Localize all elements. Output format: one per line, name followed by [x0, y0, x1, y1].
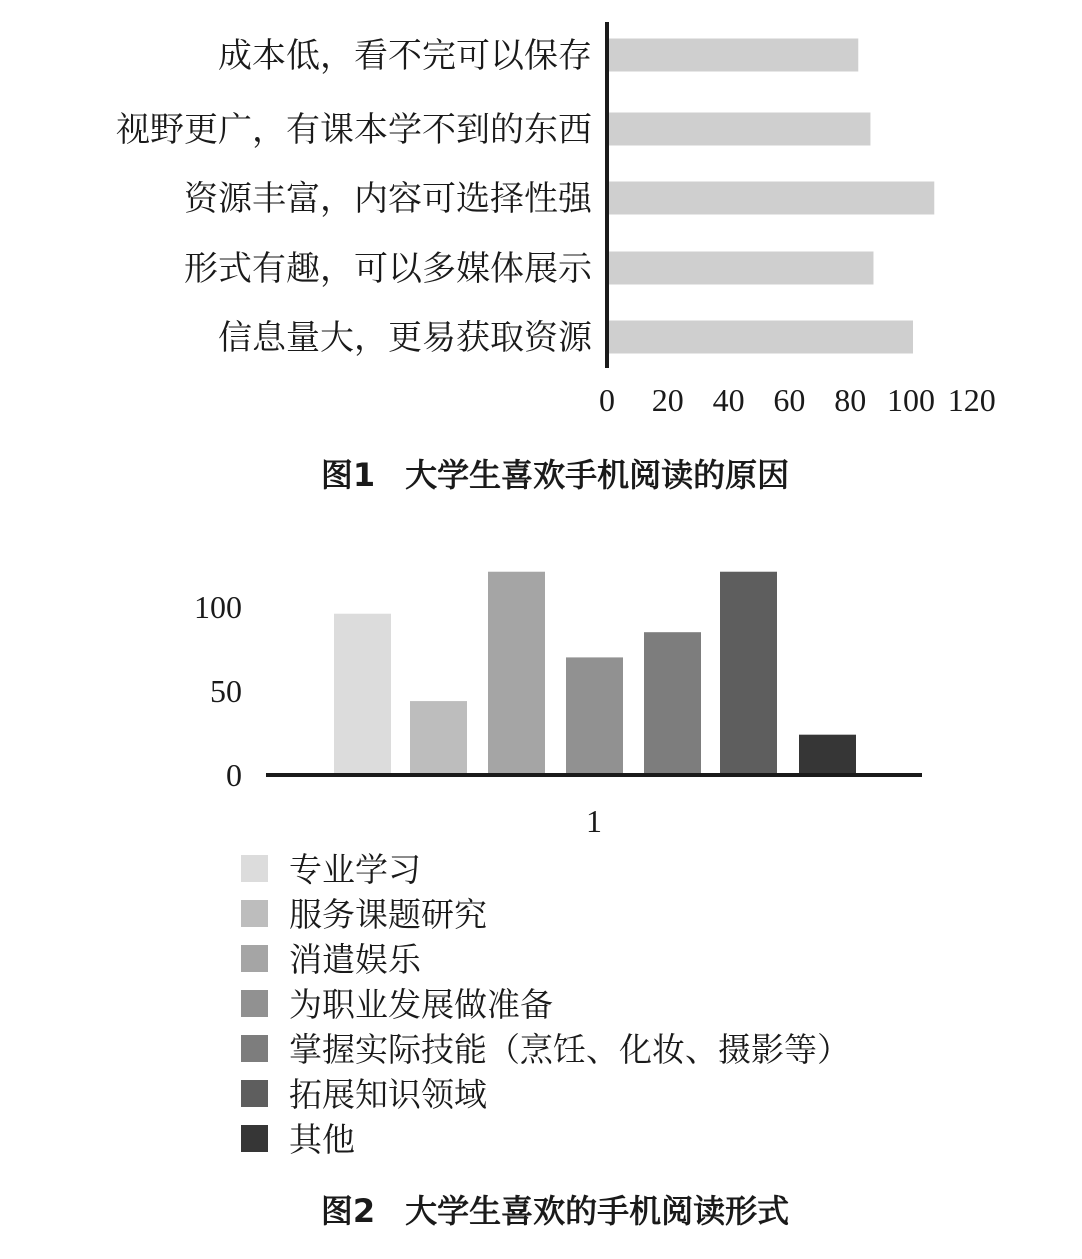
bar-series-7: [799, 735, 856, 775]
figure-title: 大学生喜欢手机阅读的原因: [405, 456, 790, 494]
legend-swatch: [241, 945, 268, 972]
figure-caption: [321, 1192, 789, 1230]
legend-label: 消遣娱乐: [289, 940, 421, 979]
y-tick-label: 0: [226, 757, 242, 793]
category-label: 资源丰富，内容可选择性强: [184, 179, 592, 219]
y-tick-label: 100: [194, 589, 242, 625]
category-label: 信息量大，更易获取资源: [218, 318, 592, 358]
category-label: 视野更广，有课本学不到的东西: [116, 110, 592, 150]
legend-swatch: [241, 990, 268, 1017]
legend-label: 为职业发展做准备: [289, 985, 553, 1024]
bar-series-6: [720, 572, 777, 775]
legend-label: 掌握实际技能（烹饪、化妆、摄影等）: [289, 1030, 850, 1069]
legend-label: 专业学习: [289, 850, 421, 889]
x-tick-label: 40: [712, 382, 745, 418]
x-tick-label: 120: [947, 382, 996, 418]
bar-series-5: [644, 632, 701, 775]
figure-number: 图2: [320, 1192, 376, 1230]
legend-label: 其他: [289, 1120, 355, 1159]
bar-series-3: [488, 572, 545, 775]
legend-swatch: [241, 1035, 268, 1062]
legend-swatch: [241, 1125, 268, 1152]
legend-label: 服务课题研究: [289, 895, 487, 934]
bar-series-2: [410, 701, 467, 775]
legend-swatch: [241, 900, 268, 927]
x-tick-label: 100: [887, 382, 935, 418]
category-label: 形式有趣，可以多媒体展示: [184, 249, 592, 289]
y-tick-label: 50: [210, 673, 242, 709]
bar-series-1: [334, 614, 391, 775]
category-label: 成本低，看不完可以保存: [218, 36, 592, 76]
x-tick-label: 80: [834, 382, 867, 418]
legend-swatch: [241, 1080, 268, 1107]
bar-series-4: [566, 657, 623, 775]
x-tick-label: 20: [651, 382, 684, 418]
figure-title: 大学生喜欢的手机阅读形式: [405, 1192, 790, 1230]
legend: [241, 850, 850, 1159]
figure-number: 图1: [320, 456, 376, 494]
x-tick-label: 0: [599, 382, 615, 418]
legend-label: 拓展知识领域: [289, 1075, 487, 1114]
x-tick-label: 60: [773, 382, 806, 418]
x-category-label: 1: [586, 803, 602, 839]
legend-swatch: [241, 855, 268, 882]
